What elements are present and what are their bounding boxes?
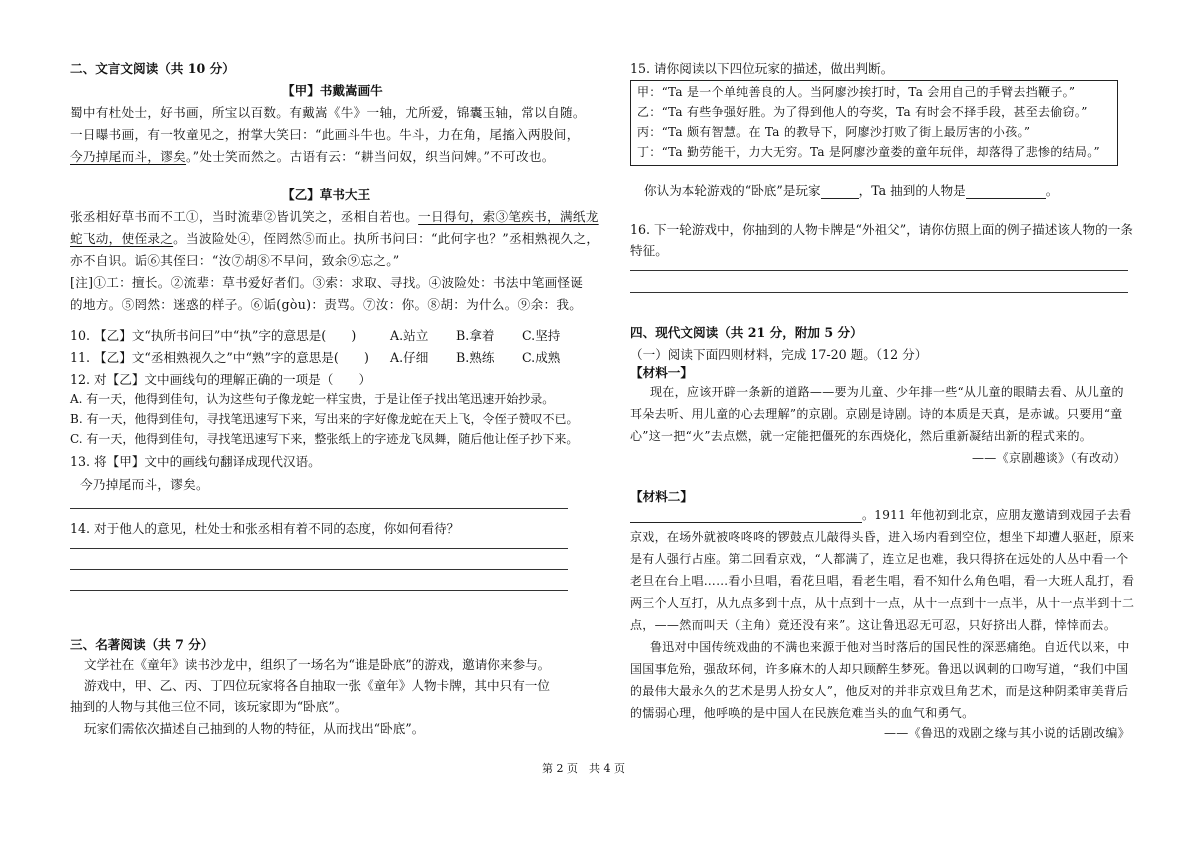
- question-10: 10. 【乙】文“执所书问曰”中“执”字的意思是( ): [70, 328, 357, 343]
- jia-underlined-sentence: 今乃掉尾而斗，谬矣: [70, 149, 187, 164]
- material-2-title: 【材料二】: [630, 489, 693, 504]
- yi-underlined-sentence-1: 一日得句，索③笔疾书，满纸龙: [418, 209, 599, 224]
- material-2-line-6: 点，——然而叫天（主角）竟还没有来”。这让鲁迅忍无可忍，只好挤出人群，悻悻而去。: [630, 618, 1117, 632]
- question-16-line-1: 16. 下一轮游戏中，你抽到的人物卡牌是“外祖父”，请你仿照上面的例子描述该人物的一条: [630, 222, 1133, 237]
- q15-spy-blank[interactable]: [821, 183, 859, 199]
- q13-sentence: 今乃掉尾而斗，谬矣。: [80, 477, 209, 492]
- section-3-paragraph-3: 玩家们需依次描述自己抽到的人物的特征，从而找出“卧底”。: [84, 721, 425, 736]
- q11-option-b[interactable]: B.熟练: [456, 350, 495, 365]
- q11-option-c[interactable]: C.成熟: [522, 350, 561, 365]
- material-2-line-10: 的懦弱心理，他呼唤的是中国人在民族危难当头的血气和勇气。: [630, 706, 975, 720]
- question-15: 15. 请你阅读以下四位玩家的描述，做出判断。: [630, 61, 894, 76]
- yi-note-line-2: 的地方。⑤罔然：迷惑的样子。⑥诟(gòu)：责骂。⑦汝：你。⑧胡：为什么。⑨余：我。: [70, 297, 583, 312]
- q14-answer-line-1[interactable]: [70, 548, 568, 549]
- q10-option-b[interactable]: B.拿着: [456, 328, 495, 343]
- player-ding-description: 丁：“Ta 勤劳能干，力大无穷。Ta 是阿廖沙童娄的童年玩伴，却落得了悲惨的结局。”: [637, 145, 1100, 159]
- material-2-line-1: 。1911 年他初到北京，应朋友邀请到戏园子去看: [630, 506, 1132, 523]
- jia-paragraph-2a: 一日曝书画，有一牧童见之，拊掌大笑曰：“此画斗牛也。牛斗，力在角，尾搐入两股间，: [70, 127, 580, 142]
- material-2-line-3: 是有人强行占座。第二回看京戏，“人都满了，连立足也难，我只得挤在远处的人丛中看一个: [630, 552, 1129, 566]
- player-bing-description: 丙：“Ta 颇有智慧。在 Ta 的教导下，阿廖沙打败了街上最厉害的小孩。”: [637, 125, 1031, 139]
- material-1-source: ——《京剧趣谈》（有改动）: [972, 451, 1126, 465]
- material-1-line-2: 耳朵去听、用儿童的心去理解”的京剧。京剧是诗剧。诗的本质是天真，是赤诚。只要用“童: [630, 407, 1123, 421]
- q12-option-c[interactable]: C. 有一天，他得到佳句，寻找笔迅速写下来，整张纸上的字迹龙飞凤舞，随后他让侄子抄下来。: [70, 432, 579, 446]
- jia-paragraph-1: 蜀中有杜处士，好书画，所宝以百数。有戴嵩《牛》一轴，尤所爱，锦囊玉轴，常以自随。: [70, 105, 586, 120]
- q12-option-a[interactable]: A. 有一天，他得到佳句，认为这些句子像龙蛇一样宝贵，于是让侄子找出笔迅速开始抄录。: [70, 392, 555, 406]
- player-jia-description: 甲：“Ta 是一个单纯善良的人。当阿廖沙挨打时，Ta 会用自己的手臂去挡鞭子。”: [637, 85, 1076, 99]
- q15-answer-line: 你认为本轮游戏的“卧底”是玩家 ，Ta 抽到的人物是 。: [644, 183, 1059, 198]
- q11-option-a[interactable]: A.仔细: [390, 350, 429, 365]
- yi-paragraph-1b: 蛇飞动，使侄录之。当波险处④，侄罔然⑤而止。执所书问曰：“此何字也？”丞相熟视久之，: [70, 231, 600, 246]
- question-14: 14. 对于他人的意见，杜处士和张丞相有着不同的态度，你如何看待？: [70, 521, 460, 536]
- material-2-line-8: 国国事危殆，强敌环伺，许多麻木的人却只顾醉生梦死。鲁迅以讽刺的口吻写道，“我们中国: [630, 662, 1129, 676]
- material-1-line-1: 现在，应该开辟一条新的道路——要为儿童、少年排一些“从儿童的眼睛去看、从儿童的: [650, 385, 1124, 399]
- question-13: 13. 将【甲】文中的画线句翻译成现代汉语。: [70, 454, 321, 469]
- yi-note-line-1: [注]①工：擅长。②流辈：草书爱好者们。③索：求取、寻找。④波险处：书法中笔画怪诞: [70, 275, 584, 290]
- section-4-subtitle: （一）阅读下面四则材料，完成 17-20 题。（12 分）: [630, 347, 928, 362]
- passage-jia-title: 【甲】书戴嵩画牛: [282, 83, 383, 98]
- q16-answer-line-1[interactable]: [630, 270, 1128, 271]
- material-2-line-4: 老旦在台上唱……看小旦唱，看花旦唱，看老生唱，看不知什么角色唱，看一大班人乱打，看: [630, 574, 1135, 588]
- material-2-fill-blank[interactable]: [630, 508, 862, 523]
- material-1-line-3: 心”这一把“火”去点燃，就一定能把僵死的东西烧化，然后重新凝结出新的程式来的。: [630, 429, 1093, 443]
- material-2-source: ——《鲁迅的戏剧之缘与其小说的话剧改编》: [884, 726, 1131, 740]
- material-2-line-7: 鲁迅对中国传统戏曲的不满也来源于他对当时落后的国民性的深恶痛绝。自近代以来，中: [650, 640, 1130, 654]
- section-4-title: 四、现代文阅读（共 21 分，附加 5 分）: [630, 325, 863, 340]
- section-3-title: 三、名著阅读（共 7 分）: [70, 637, 214, 652]
- yi-paragraph-1a: 张丞相好草书而不工①，当时流辈②皆讥笑之，丞相自若也。一日得句，索③笔疾书，满纸龙: [70, 209, 599, 224]
- section-3-paragraph-1: 文学社在《童年》读书沙龙中，组织了一场名为“谁是卧底”的游戏，邀请你来参与。: [84, 657, 551, 672]
- section-3-paragraph-2a: 游戏中，甲、乙、丙、丁四位玩家将各自抽取一张《童年》人物卡牌，其中只有一位: [84, 678, 550, 693]
- yi-paragraph-1c: 亦不自识。诟⑥其侄曰：“汝⑦胡⑧不早问，致余⑨忘之。”: [70, 253, 400, 268]
- q13-answer-line[interactable]: [70, 508, 568, 509]
- passage-yi-title: 【乙】草书大王: [282, 187, 371, 202]
- player-yi-description: 乙：“Ta 有些争强好胜。为了得到他人的夸奖，Ta 有时会不择手段，甚至去偷窃。”: [637, 105, 1088, 119]
- section-2-title: 二、文言文阅读（共 10 分）: [70, 61, 235, 76]
- q14-answer-line-3[interactable]: [70, 590, 568, 591]
- q12-option-b[interactable]: B. 有一天，他得到佳句，寻找笔迅速写下来，写出来的字好像龙蛇在天上飞，令侄子赞叹不已。: [70, 412, 579, 426]
- player-descriptions-box: [630, 80, 1118, 166]
- yi-underlined-sentence-2: 蛇飞动，使侄录之: [70, 231, 174, 246]
- question-11: 11. 【乙】文“丞相熟视久之”中“熟”字的意思是( ): [70, 350, 369, 365]
- page-footer: 第 2 页 共 4 页: [542, 762, 625, 775]
- material-2-line-5: 两三个人互打，从九点多到十点，从十点到十一点，从十一点到十一点半，从十一点半到十二: [630, 596, 1135, 610]
- q10-option-c[interactable]: C.坚持: [522, 328, 561, 343]
- question-16-line-2: 特征。: [630, 243, 668, 258]
- question-12: 12. 对【乙】文中画线句的理解正确的一项是（ ）: [70, 372, 372, 387]
- material-2-line-2: 京戏，在场外就被咚咚咚的锣鼓点儿敲得头昏，进入场内看到空位，想坐下却遭人驱赶，原来: [630, 530, 1135, 544]
- q16-answer-line-2[interactable]: [630, 292, 1128, 293]
- section-3-paragraph-2b: 抽到的人物与其他三位不同，该玩家即为“卧底”。: [70, 699, 348, 714]
- jia-paragraph-2b: 今乃掉尾而斗，谬矣。”处士笑而然之。古语有云：“耕当问奴，织当问婢。”不可改也。: [70, 149, 555, 164]
- material-2-line-9: 的最伟大最永久的艺术是男人扮女人”，他反对的并非京戏旦角艺术，而是这种阴柔审美背后: [630, 684, 1129, 698]
- q10-option-a[interactable]: A.站立: [390, 328, 429, 343]
- q14-answer-line-2[interactable]: [70, 569, 568, 570]
- material-1-title: 【材料一】: [630, 365, 693, 380]
- q15-character-blank[interactable]: [966, 183, 1046, 199]
